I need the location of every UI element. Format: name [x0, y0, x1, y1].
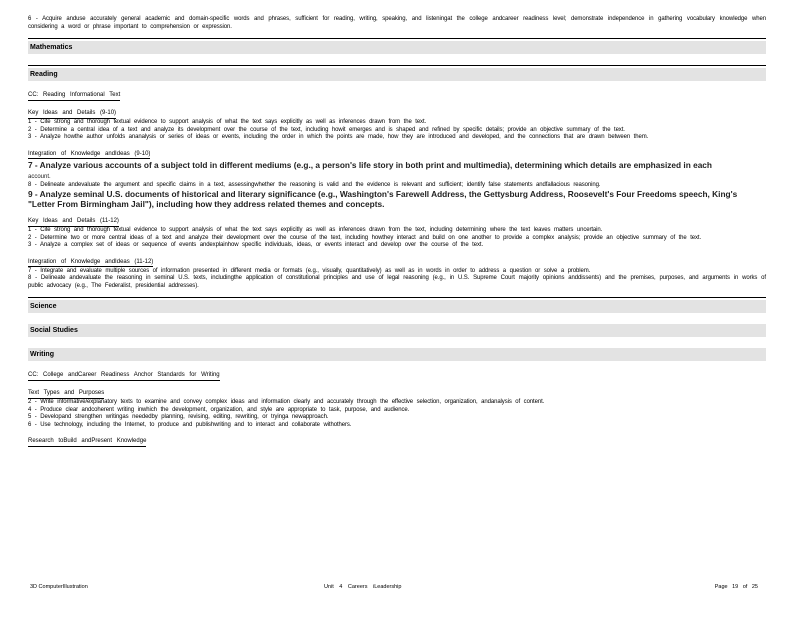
reading-11-12-standard-1: 1 - Cite strong and thorough textual evidence to support analysis of what the text says explicitly as well as inferences drawn from the text, including determining where the text leaves matters uncertain.: [28, 227, 603, 233]
section-mathematics: Mathematics: [28, 41, 766, 54]
reading-9-10-standard-8: 8 - Delineate andevaluate the argument and specific claims in a text, assessingwhether the reasoning is valid and the evidence is relevant and sufficient; identify false statements andfallacious reasoning.: [28, 181, 601, 188]
section-science: Science: [28, 300, 766, 313]
text-types-heading: Text Types and Purposes: [28, 390, 104, 399]
reading-9-10-standard-7: [28, 160, 766, 182]
vocabulary-standard-6: 6 - Acquire anduse accurately general academic and domain-specific words and phrases, sufficient for reading, writing, speaking, and listeningat the college andcareer readiness level; demonstrate independence in gathering vocabulary knowledge when considering a word or phrase important to comprehension or expression.: [28, 16, 766, 30]
reading-cc-heading: CC: Reading Informational Text: [28, 92, 120, 101]
reading-9-10-standard-3: 3 - Analyze howthe author unfolds ananalysis or series of ideas or events, including the order in which the points are made, how they are introduced and developed, and the connections that are drawn between them.: [28, 134, 649, 140]
standard-7-text: 7 - Analyze various accounts of a subject told in different mediums (e.g., a person's life story in both print and multimedia), determining which details are emphasized in each: [28, 159, 712, 170]
integration-heading-9-10: Integration of Knowledge andIdeas (9-10): [28, 151, 150, 160]
integration-heading-11-12: Integration of Knowledge andIdeas (11-12): [28, 259, 153, 268]
reading-9-10-standard-9: 9 - Analyze seminal U.S. documents of historical and literary significance (e.g., Washington's Farewell Address, the Gettysburg Address, Roosevelt's Four Freedoms speech, King's "Letter From Birmingham Jail"), including how they address related themes and concepts.: [28, 189, 738, 209]
writing-standard-2: 2 - Write informative/explanatory texts to examine and convey complex ideas and information clearly and accurately through the effective selection, organization, andanalysis of content.: [28, 399, 545, 405]
footer-unit-title: Unit 4 Careers iLeadership: [324, 584, 402, 590]
key-ideas-heading-9-10: Key Ideas and Details (9-10): [28, 110, 116, 119]
reading-9-10-standard-1: 1 - Cite strong and thorough textual evidence to support analysis of what the text says explicitly as well as inferences drawn from the text.: [28, 119, 427, 125]
writing-standard-4: 4 - Produce clear andcoherent writing inwhich the development, organization, and style are appropriate to task, purpose, and audience.: [28, 406, 410, 413]
writing-standard-6: 6 - Use technology, including the Internet, to produce and publishwriting and to interact and collaborate withothers.: [28, 421, 352, 428]
document-page: [28, 16, 766, 447]
research-heading: Research toBuild andPresent Knowledge: [28, 438, 146, 447]
footer-page-number: Page 19 of 25: [714, 584, 758, 590]
reading-11-12-standard-2: 2 - Determine two or more central ideas of a text and analyze their development over the course of the text, including howthey interact and build on one another to provide a complex analysis; provide an objective summary of the text.: [28, 234, 702, 241]
reading-11-12-standard-7: 7 - Integrate and evaluate multiple sources of information presented in different media or formats (e.g., visually, quantitatively) as well as in words in order to address a question or solve a problem.: [28, 267, 591, 274]
writing-cc-heading: CC: College andCareer Readiness Anchor Standards for Writing: [28, 372, 220, 381]
reading-9-10-standard-2: 2 - Determine a central idea of a text and analyze its development over the course of the text, including howit emerges and is shaped and refined by specific details; provide an objective summary of the text.: [28, 126, 625, 133]
reading-11-12-standard-8: 8 - Delineate andevaluate the reasoning in seminal U.S. texts, includingthe application of constitutional principles and use of legal reasoning (e.g., in U.S. Supreme Court majority opinions anddissents) and the premises, purposes, and arguments in works of public advocacy (e.g., The Federalist, presidential addresses).: [28, 275, 766, 289]
writing-standard-5: 5 - Developand strengthen writingas neededby planning, revising, editing, rewriting, or tryinga newapproach.: [28, 414, 329, 420]
section-social-studies: Social Studies: [28, 324, 766, 337]
key-ideas-heading-11-12: Key Ideas and Details (11-12): [28, 218, 119, 227]
reading-11-12-standard-3: 3 - Analyze a complex set of ideas or sequence of events andexplainhow specific individuals, ideas, or events interact and develop over the course of the text.: [28, 242, 484, 248]
section-reading: Reading: [28, 68, 766, 81]
standard-7-tail: account.: [28, 173, 51, 180]
footer-course-title: 3D ComputerIllustration: [30, 584, 88, 590]
section-writing: Writing: [28, 348, 766, 361]
